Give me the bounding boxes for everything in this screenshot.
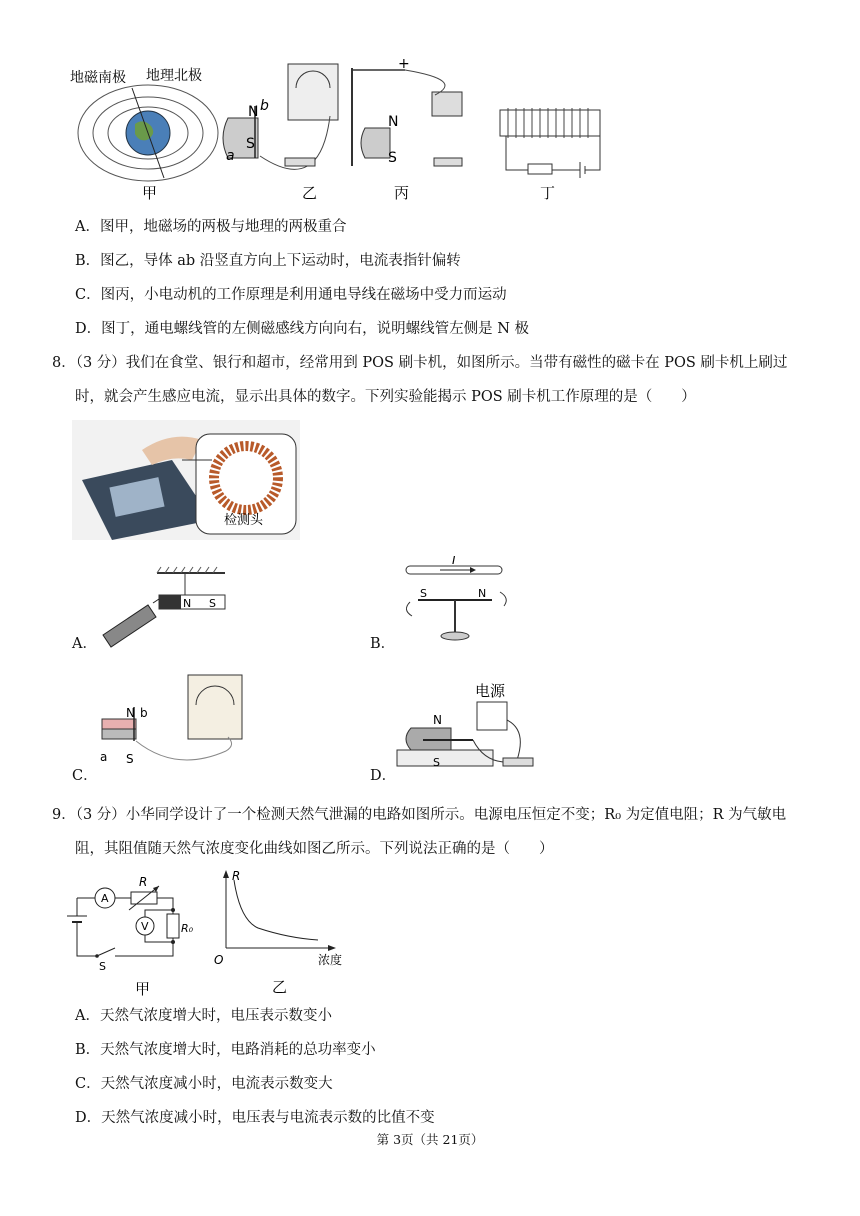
q8-option-d-label[interactable]: D． xyxy=(370,768,397,784)
jia-caption: 甲 xyxy=(142,184,158,202)
svg-text:N: N xyxy=(433,713,442,727)
q7-option-b[interactable]: B．图乙，导体 ab 沿竖直方向上下运动时，电流表指针偏转 xyxy=(75,253,461,269)
figure-yi xyxy=(223,64,338,202)
figure-jia xyxy=(70,67,218,202)
ding-caption: 丁 xyxy=(540,184,556,202)
svg-text:N: N xyxy=(478,587,487,600)
q8-fig-a-svg xyxy=(95,565,235,650)
figure-ding xyxy=(500,108,600,202)
svg-text:S: S xyxy=(420,587,427,600)
q8-fig-d-power-label: 电源 xyxy=(475,682,506,700)
figure-bing xyxy=(352,58,462,202)
svg-text:N: N xyxy=(126,706,135,720)
jia-north-label: 地理北极 xyxy=(146,68,202,84)
q7-option-a[interactable]: A．图甲，地磁场的两极与地理的两极重合 xyxy=(75,219,347,235)
q9-option-d[interactable]: D．天然气浓度减小时，电压表与电流表示数的比值不变 xyxy=(75,1110,435,1126)
bing-caption: 丙 xyxy=(394,184,410,202)
svg-text:S: S xyxy=(246,136,255,152)
svg-text:R: R xyxy=(139,875,148,889)
q8-stem-line2: 时，就会产生感应电流，显示出具体的数字。下列实验能揭示 POS 刷卡机工作原理的是（ ） xyxy=(75,389,696,405)
svg-text:S: S xyxy=(99,960,106,973)
svg-text:R: R xyxy=(232,869,241,883)
q9-circuit-caption: 甲 xyxy=(135,980,151,998)
svg-text:R₀: R₀ xyxy=(181,922,194,935)
svg-text:S: S xyxy=(209,597,216,610)
q8-option-c-label[interactable]: C． xyxy=(72,768,98,784)
q8-option-a-figure[interactable] xyxy=(95,565,235,650)
q8-stem-line1: 8．（3 分）我们在食堂、银行和超市，经常用到 POS 刷卡机，如图所示。当带有磁性的磁卡在 POS 刷卡机上刷过 xyxy=(52,355,788,371)
q8-option-b-label[interactable]: B． xyxy=(370,636,396,652)
svg-text:O: O xyxy=(214,953,224,967)
q9-circuit-diagram xyxy=(65,870,205,1000)
yi-caption: 乙 xyxy=(302,184,318,202)
svg-text:N: N xyxy=(183,597,192,610)
page-footer: 第 3页（共 21页） xyxy=(376,1132,484,1147)
svg-text:a: a xyxy=(100,750,108,764)
svg-text:A: A xyxy=(101,892,109,905)
jia-south-label: 地磁南极 xyxy=(70,70,126,86)
svg-text:S: S xyxy=(433,756,440,769)
q7-option-d[interactable]: D．图丁，通电螺线管的左侧磁感线方向向右，说明螺线管左侧是 N 极 xyxy=(75,321,530,337)
svg-text:N: N xyxy=(248,104,259,120)
q7-figures xyxy=(60,58,620,206)
q9-stem-line2: 阻，其阻值随天然气浓度变化曲线如图乙所示。下列说法正确的是（ ） xyxy=(75,841,554,857)
q9-stem-line1: 9．（3 分）小华同学设计了一个检测天然气泄漏的电路如图所示。电源电压恒定不变；R₀ 为定值电阻；R 为气敏电 xyxy=(52,807,787,823)
svg-text:b: b xyxy=(260,98,269,114)
q8-option-d-figure[interactable] xyxy=(393,680,543,780)
svg-text:+: + xyxy=(398,58,410,72)
q7-figure-strip xyxy=(60,58,620,206)
q9-resistance-graph xyxy=(210,868,360,1000)
q9-graph-svg xyxy=(210,868,360,1000)
q9-graph-x-label: 浓度 xyxy=(318,953,343,967)
q8-option-a-label[interactable]: A． xyxy=(72,636,97,652)
q8-option-b-figure[interactable] xyxy=(400,556,525,651)
q9-option-a[interactable]: A．天然气浓度增大时，电压表示数变小 xyxy=(75,1008,332,1024)
q7-option-c[interactable]: C．图丙，小电动机的工作原理是利用通电导线在磁场中受力而运动 xyxy=(75,287,507,303)
pos-detector-label: 检测头 xyxy=(224,513,264,528)
q9-graph-caption: 乙 xyxy=(272,978,288,996)
q8-fig-c-svg xyxy=(96,673,246,773)
svg-text:I: I xyxy=(452,556,456,567)
q9-option-b[interactable]: B．天然气浓度增大时，电路消耗的总功率变小 xyxy=(75,1042,376,1058)
pos-photo-svg xyxy=(72,420,300,540)
q8-option-c-figure[interactable] xyxy=(96,673,246,773)
svg-text:N: N xyxy=(388,114,399,130)
q9-option-c[interactable]: C．天然气浓度减小时，电流表示数变大 xyxy=(75,1076,333,1092)
svg-text:a: a xyxy=(226,148,235,164)
svg-text:V: V xyxy=(141,920,149,933)
q8-fig-b-svg xyxy=(400,556,525,651)
q8-pos-photo xyxy=(72,420,300,540)
svg-text:b: b xyxy=(140,706,148,720)
q9-circuit-svg xyxy=(65,870,205,1000)
q8-fig-d-svg xyxy=(393,680,543,780)
svg-text:S: S xyxy=(126,752,134,766)
svg-text:S: S xyxy=(388,150,397,166)
